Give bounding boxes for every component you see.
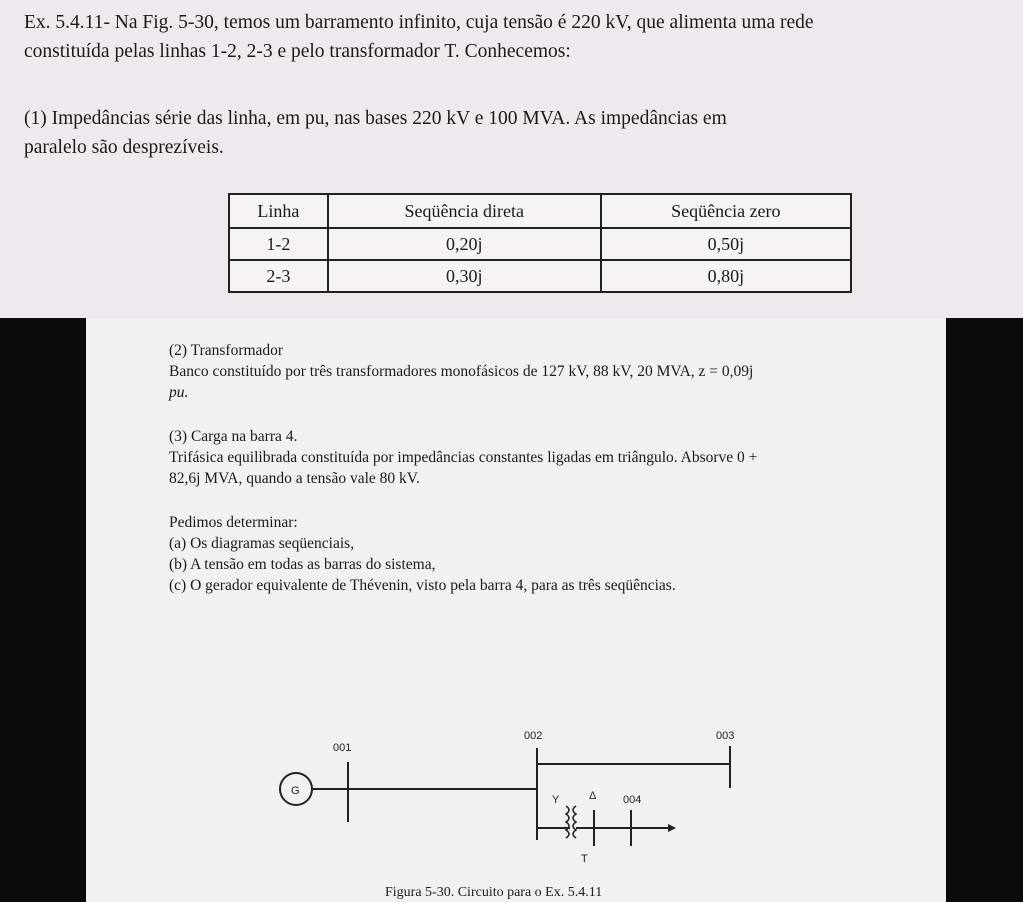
request-b: (b) A tensão em todas as barras do sistema, <box>169 556 436 573</box>
figure-caption: Figura 5-30. Circuito para o Ex. 5.4.11 <box>385 885 603 900</box>
table-header-cell: Seqüência zero <box>601 194 851 228</box>
bus-1-label: 001 <box>333 742 352 754</box>
bus-2-label: 002 <box>524 730 543 742</box>
delta-symbol: Δ <box>589 790 597 802</box>
requests-title: Pedimos determinar: <box>169 514 298 531</box>
request-c: (c) O gerador equivalente de Thévenin, visto pela barra 4, para as três seqüências. <box>169 577 676 594</box>
item1-line-2: paralelo são desprezíveis. <box>24 137 224 158</box>
item2-line-1: Banco constituído por três transformadores monofásicos de 127 kV, 88 kV, 20 MVA, z = 0,09j <box>169 363 754 380</box>
bus-4-label: 004 <box>623 794 642 806</box>
transformer-winding-2 <box>573 806 576 838</box>
item3-line-2: 82,6j MVA, quando a tensão vale 80 kV. <box>169 470 420 487</box>
table-cell: 0,20j <box>328 228 601 260</box>
request-a: (a) Os diagramas seqüenciais, <box>169 535 355 552</box>
item2-title: (2) Transformador <box>169 342 284 359</box>
intro-line-2: constituída pelas linhas 1-2, 2-3 e pelo transformador T. Conhecemos: <box>24 41 571 62</box>
table-cell: 0,50j <box>601 228 851 260</box>
wye-symbol: Y <box>552 794 560 806</box>
transformer-label: T <box>581 853 588 865</box>
table-header-cell: Seqüência direta <box>328 194 601 228</box>
table-cell: 2-3 <box>229 260 328 292</box>
load-arrow-icon <box>668 824 676 832</box>
table-header-cell: Linha <box>229 194 328 228</box>
bus-3-label: 003 <box>716 730 735 742</box>
table-cell: 1-2 <box>229 228 328 260</box>
item3-line-1: Trifásica equilibrada constituída por impedâncias constantes ligadas em triângulo. Absorve 0 + <box>169 449 758 466</box>
table-cell: 0,30j <box>328 260 601 292</box>
item3-title: (3) Carga na barra 4. <box>169 428 298 445</box>
item2-line-2: pu. <box>169 384 189 401</box>
transformer-winding-1 <box>566 806 569 838</box>
item1-line-1: (1) Impedâncias série das linha, em pu, nas bases 220 kV e 100 MVA. As impedâncias em <box>24 108 727 129</box>
table-cell: 0,80j <box>601 260 851 292</box>
generator-label: G <box>291 785 300 797</box>
intro-line-1: Ex. 5.4.11- Na Fig. 5-30, temos um barramento infinito, cuja tensão é 220 kV, que alimenta uma rede <box>24 12 814 33</box>
